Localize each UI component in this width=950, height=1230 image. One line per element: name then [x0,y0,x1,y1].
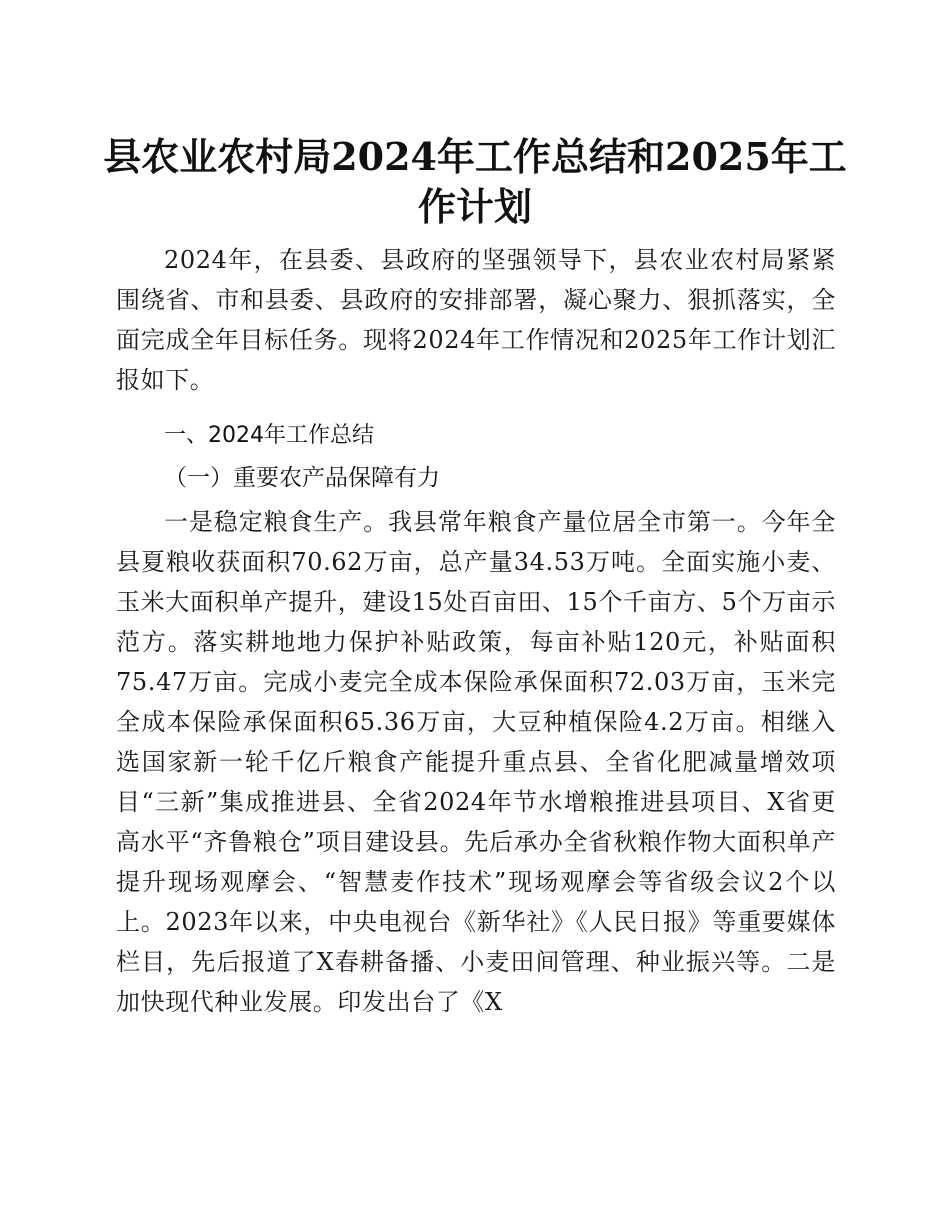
document-body [116,240,836,400]
section-heading: 一、2024年工作总结 [164,423,374,448]
body-paragraph: 一是稳定粮食生产。我县常年粮食产量位居全市第一。今年全县夏粮收获面积70.62万亩，总产量34.53万吨。全面实施小麦、玉米大面积单产提升，建设15处百亩田、15个千亩方、5个万亩示范方。落实耕地地力保护补贴政策，每亩补贴120元，补贴面积75.47万亩。完成小麦完全成本保险承保面积72.03万亩，玉米完全成本保险承保面积65.36万亩，大豆种植保险4.2万亩。相继入选国家新一轮千亿斤粮食产能提升重点县、全省化肥减量增效项目“三新”集成推进县、全省2024年节水增粮推进县项目、X省更高水平“齐鲁粮仓”项目建设县。先后承办全省秋粮作物大面积单产提升现场观摩会、“智慧麦作技术”现场观摩会等省级会议2个以上。2023年以来，中央电视台《新华社》《人民日报》等重要媒体栏目，先后报道了X春耕备播、小麦田间管理、种业振兴等。二是加快现代种业发展。印发出台了《X [116,508,836,1016]
paragraph-grain-production [116,502,836,1022]
section-1 [116,416,836,456]
subsection-heading: （一）重要农产品保障有力 [164,465,440,491]
subsection-1 [116,458,836,498]
intro-paragraph: 2024年，在县委、县政府的坚强领导下，县农业农村局紧紧围绕省、市和县委、县政府的安排部署，凝心聚力、狠抓落实，全面完成全年目标任务。现将2024年工作情况和2025年工作计划汇报如下。 [116,246,836,394]
document-title: 县农业农村局2024年工作总结和2025年工作计划 [103,134,847,229]
